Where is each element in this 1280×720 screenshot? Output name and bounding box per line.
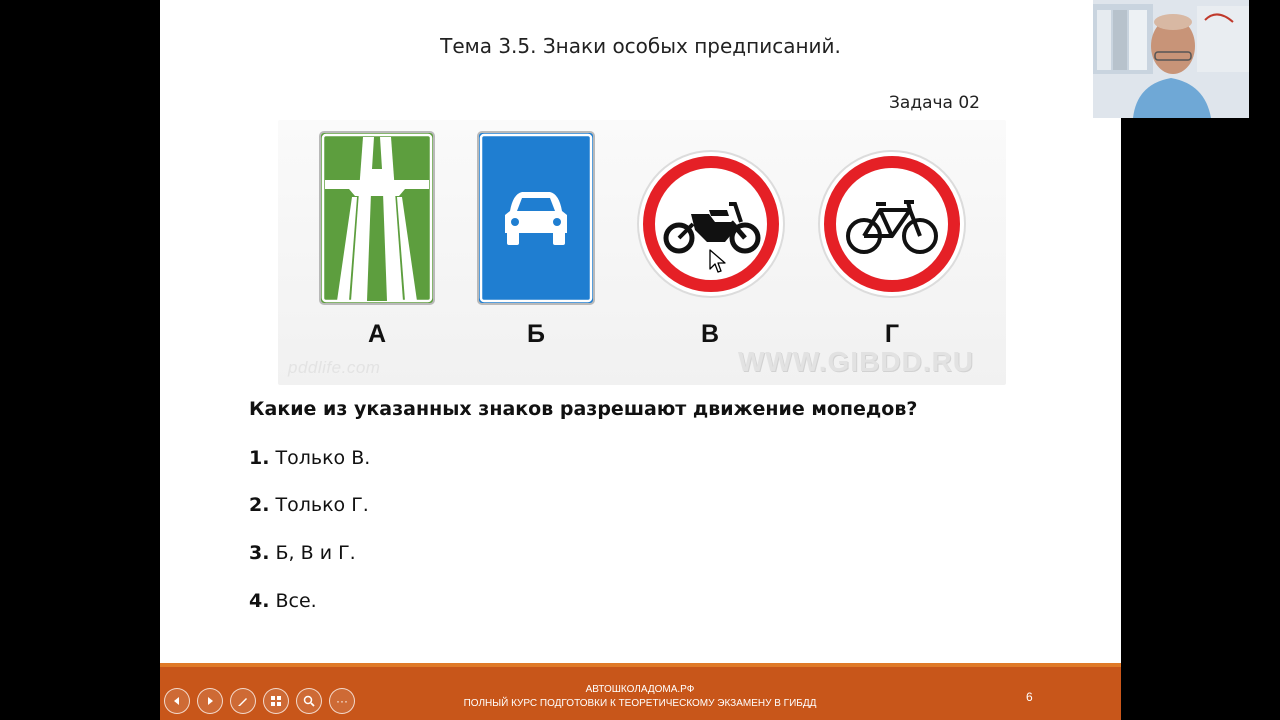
question-text: Какие из указанных знаков разрешают движение мопедов? bbox=[249, 398, 918, 420]
answer-text: Только В. bbox=[275, 447, 371, 469]
answer-text: Только Г. bbox=[275, 494, 369, 516]
answer-text: Б, В и Г. bbox=[275, 542, 356, 564]
answer-number: 3. bbox=[249, 542, 270, 564]
webcam-video bbox=[1093, 0, 1249, 118]
answer-number: 1. bbox=[249, 447, 270, 469]
slide-page-number: 6 bbox=[1026, 690, 1033, 704]
sign-label-b: Б bbox=[527, 320, 545, 348]
watermark-gibdd: WWW.GIBDD.RU bbox=[738, 346, 974, 377]
task-label: Задача 02 bbox=[889, 93, 980, 113]
presentation-toolbar bbox=[164, 688, 355, 714]
answer-number: 4. bbox=[249, 590, 270, 612]
answer-option-2 bbox=[249, 494, 369, 516]
previous-slide-icon[interactable] bbox=[164, 688, 190, 714]
mouse-cursor-icon bbox=[709, 249, 727, 280]
no-bicycles-sign-icon bbox=[816, 148, 968, 300]
next-slide-icon[interactable] bbox=[197, 688, 223, 714]
answer-number: 2. bbox=[249, 494, 270, 516]
answer-option-4 bbox=[249, 590, 317, 612]
motorway-sign-icon bbox=[319, 131, 435, 305]
answer-option-3 bbox=[249, 542, 356, 564]
zoom-icon[interactable] bbox=[296, 688, 322, 714]
slide-title: Тема 3.5. Знаки особых предписаний. bbox=[440, 34, 841, 58]
car-road-sign-icon bbox=[477, 131, 595, 305]
signs-image bbox=[278, 120, 1006, 385]
answer-text: Все. bbox=[275, 590, 317, 612]
footer-course-title: ПОЛНЫЙ КУРС ПОДГОТОВКИ К ТЕОРЕТИЧЕСКОМУ ЭКЗАМЕНУ В ГИБДД bbox=[463, 698, 817, 709]
answer-option-1 bbox=[249, 447, 370, 469]
presentation-slide bbox=[160, 0, 1121, 720]
watermark-pddlife: pddlife.com bbox=[288, 358, 381, 377]
footer-school-name: АВТОШКОЛАДОМА.РФ bbox=[585, 684, 695, 695]
sign-label-v: В bbox=[700, 320, 720, 348]
pen-icon[interactable] bbox=[230, 688, 256, 714]
sign-label-g: Г bbox=[884, 320, 900, 348]
slides-grid-icon[interactable] bbox=[263, 688, 289, 714]
sign-label-a: А bbox=[367, 320, 387, 348]
more-options-icon[interactable]: ··· bbox=[329, 688, 355, 714]
